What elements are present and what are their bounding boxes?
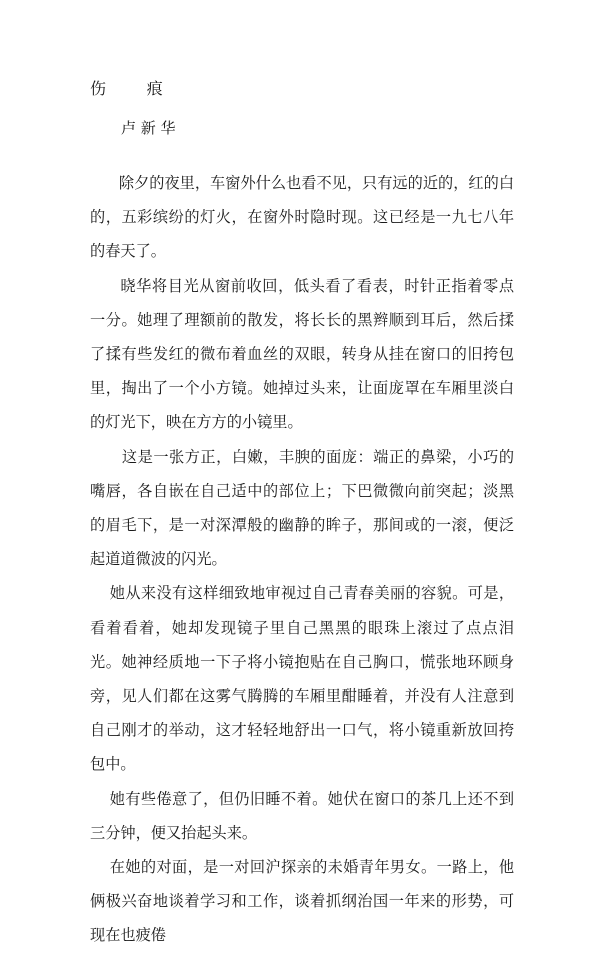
paragraph-1: 除夕的夜里，车窗外什么也看不见，只有远的近的，红的白的，五彩缤纷的灯火，在窗外时隐时现。这已经是一九七八年的春天了。 <box>90 174 514 261</box>
paragraph-5: 她有些倦意了，但仍旧睡不着。她伏在窗口的茶几上还不到三分钟，便又抬起头来。 <box>90 789 514 842</box>
paragraph-2: 晓华将目光从窗前收回，低头看了看表，时针正指着零点一分。她理了理额前的散发，将长长的黑辫顺到耳后，然后揉了揉有些发红的微布着血丝的双眼，转身从挂在窗口的旧挎包里，掏出了一个小方镜。她掉过头来，让面庞罩在车厢里淡白的灯光下，映在方方的小镜里。 <box>90 276 514 432</box>
author-name: 卢 新 华 <box>121 119 176 137</box>
paragraph-6: 在她的对面，是一对回沪探亲的未婚青年男女。一路上，他俩极兴奋地谈着学习和工作，谈着抓纲治国一年来的形势，可现在也疲倦 <box>90 858 514 945</box>
paragraph-3: 这是一张方正，白嫩，丰腴的面庞：端正的鼻梁，小巧的嘴唇，各自嵌在自己适中的部位上；下巴微微向前突起；淡黑的眉毛下，是一对深潭般的幽静的眸子，那间或的一滚，便泛起道道微波的闪光。 <box>90 447 514 569</box>
paragraph-4: 她从来没有这样细致地审视过自己青春美丽的容貌。可是，看着看着，她却发现镜子里自己黑黑的眼珠上滚过了点点泪光。她神经质地一下子将小镜抱贴在自己胸口，慌张地环顾身旁，见人们都在这雾气腾腾的车厢里酣睡着，并没有人注意到自己刚才的举动，这才轻轻地舒出一口气，将小镜重新放回挎包中。 <box>90 584 514 774</box>
story-body <box>90 166 514 953</box>
document-title: 伤 痕 <box>90 79 163 98</box>
